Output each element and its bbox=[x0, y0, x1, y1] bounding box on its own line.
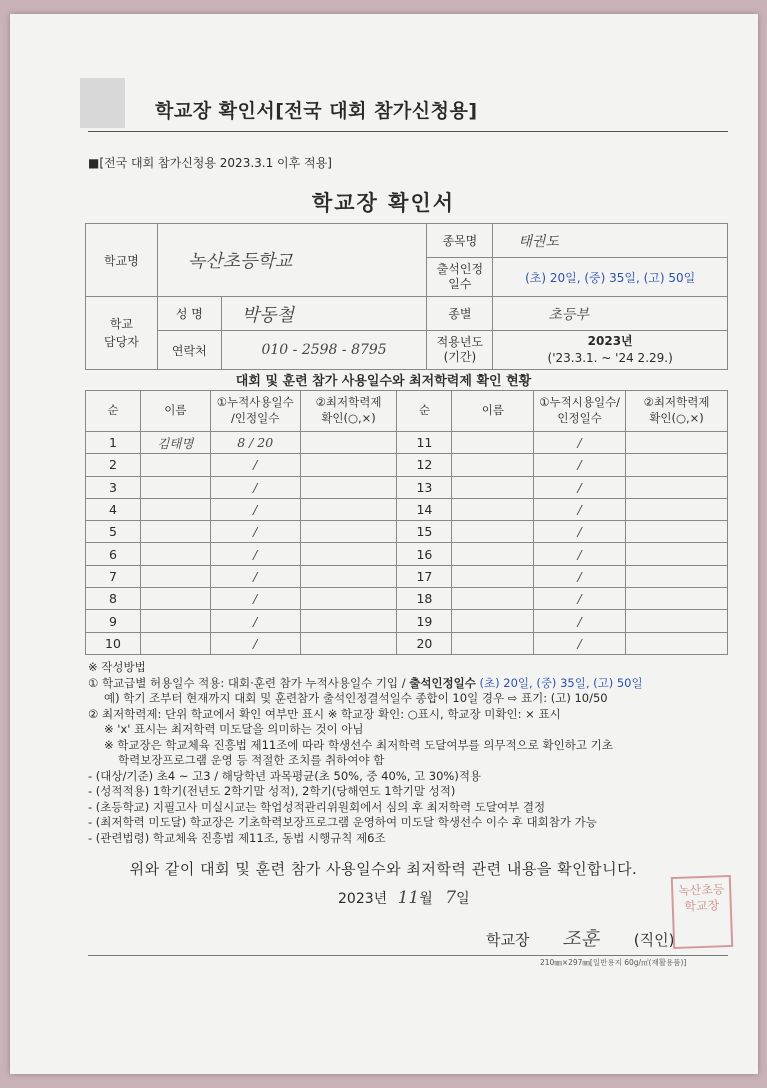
row-number-2: 18 bbox=[397, 588, 452, 610]
date-day-unit: 일 bbox=[456, 891, 470, 907]
date-day: 7 bbox=[445, 888, 457, 908]
row-days-2: / bbox=[534, 476, 626, 498]
row-check-2 bbox=[626, 498, 728, 520]
row-days-2: / bbox=[534, 498, 626, 520]
note-1-text: ① 학교급별 허용일수 적용: 대회·훈련 참가 누적사용일수 기입 / bbox=[88, 675, 410, 690]
header-check-2: ②최저학력제 확인(○,×) bbox=[626, 391, 728, 432]
row-check-2 bbox=[626, 543, 728, 565]
note-1-blue: (초) 20일, (중) 35일, (고) 50일 bbox=[475, 675, 643, 690]
table-row bbox=[86, 565, 728, 587]
date-year: 2023년 bbox=[338, 891, 388, 907]
bullet-4: - (최저학력 미도달) 학교장은 기초학력보장프로그램 운영하여 미도달 학생선수 이수 후 대회참가 가능 bbox=[88, 815, 597, 829]
row-check bbox=[300, 521, 397, 543]
row-days: / bbox=[210, 498, 300, 520]
note-4: ※ 학교장은 학교체육 진흥법 제11조에 따라 학생선수 최저학력 도달여부를 의무적으로 확인하고 기초 bbox=[104, 737, 613, 752]
year-label: 적용년도 (기간) bbox=[427, 331, 493, 370]
document-title: 학교장 확인서[전국 대회 참가신청용] bbox=[155, 100, 478, 122]
row-days: / bbox=[210, 543, 300, 565]
bullet-3: - (초등학교) 지필고사 미실시교는 학업성적관리위원회에서 심의 후 최저학력 도달여부 결정 bbox=[88, 799, 546, 814]
school-seal-stamp: 녹산초등학교장 bbox=[671, 875, 733, 949]
attendance-label: 출석인정 일수 bbox=[427, 258, 493, 297]
bullet-1: - (대상/기준) 초4 ~ 고3 / 해당학년 과목평균(초 50%, 중 40%, 고 30%)적용 bbox=[88, 768, 482, 783]
note-1-cont: 예) 학기 조부터 현재까지 대회 및 훈련참가 출석인정결석일수 종합이 10일 경우 ⇨ 표기: (고) 10/50 bbox=[104, 691, 608, 705]
row-check bbox=[300, 588, 397, 610]
table-row bbox=[86, 610, 728, 632]
confirm-statement: 위와 같이 대회 및 훈련 참가 사용일수와 최저학력 관련 내용을 확인합니다. bbox=[129, 860, 638, 878]
sport-label: 종목명 bbox=[427, 224, 493, 258]
school-label: 학교명 bbox=[86, 224, 158, 297]
row-number: 1 bbox=[86, 432, 141, 454]
row-number: 2 bbox=[86, 454, 141, 476]
row-number: 4 bbox=[86, 498, 141, 520]
name-value: 박동철 bbox=[221, 297, 427, 331]
row-name bbox=[140, 543, 210, 565]
row-check bbox=[300, 432, 397, 454]
header-gray-box bbox=[80, 78, 125, 128]
note-2: ② 최저학력제: 단위 학교에서 확인 여부만 표시 ※ 학교장 확인: ○표시, 학교장 미확인: × 표시 bbox=[88, 706, 561, 721]
table-header-row bbox=[86, 391, 728, 432]
row-days: / bbox=[210, 588, 300, 610]
row-name-2 bbox=[452, 632, 534, 654]
row-name bbox=[140, 521, 210, 543]
year-value: 2023년 bbox=[587, 334, 633, 348]
info-table bbox=[85, 223, 728, 370]
division-label: 종별 bbox=[427, 297, 493, 331]
row-check-2 bbox=[626, 610, 728, 632]
row-name-2 bbox=[452, 454, 534, 476]
header-days: ①누적사용일수 /인정일수 bbox=[210, 391, 300, 432]
row-check-2 bbox=[626, 588, 728, 610]
row-name bbox=[140, 476, 210, 498]
row-name bbox=[140, 454, 210, 476]
row-number: 5 bbox=[86, 521, 141, 543]
header-days-2: ①누적시용일수/ 인정일수 bbox=[534, 391, 626, 432]
row-name-2 bbox=[452, 565, 534, 587]
applicability-note: ■[전국 대회 참가신청용 2023.3.1 이후 적용] bbox=[88, 156, 332, 170]
row-name: 김태명 bbox=[140, 432, 210, 454]
row-days: / bbox=[210, 610, 300, 632]
header-rule bbox=[88, 131, 728, 132]
principal-signature: 조훈 bbox=[562, 928, 599, 950]
row-number-2: 13 bbox=[397, 476, 452, 498]
row-check bbox=[300, 610, 397, 632]
bullet-2: - (성적적용) 1학기(전년도 2학기말 성적), 2학기(당해연도 1학기말 성적) bbox=[88, 784, 456, 798]
row-days: / bbox=[210, 565, 300, 587]
row-name-2 bbox=[452, 588, 534, 610]
instructions bbox=[88, 660, 738, 846]
school-value: 녹산초등학교 bbox=[157, 224, 427, 297]
row-check bbox=[300, 454, 397, 476]
row-days-2: / bbox=[534, 632, 626, 654]
bullet-5: - (관련법령) 학교체육 진흥법 제11조, 동법 시행규칙 제6조 bbox=[88, 830, 386, 845]
row-number: 6 bbox=[86, 543, 141, 565]
table-row bbox=[86, 543, 728, 565]
name-label: 성 명 bbox=[157, 297, 221, 331]
row-number-2: 16 bbox=[397, 543, 452, 565]
notes-heading: ※ 작성방법 bbox=[88, 660, 146, 674]
note-4-cont: 학력보장프로그램 운영 등 적절한 조치를 취하여야 함 bbox=[118, 753, 385, 767]
table-row bbox=[86, 432, 728, 454]
row-days-2: / bbox=[534, 588, 626, 610]
row-days-2: / bbox=[534, 521, 626, 543]
row-name-2 bbox=[452, 498, 534, 520]
row-name bbox=[140, 565, 210, 587]
row-check bbox=[300, 498, 397, 520]
table-body bbox=[86, 432, 728, 655]
row-check bbox=[300, 632, 397, 654]
note-1 bbox=[88, 676, 738, 692]
header-no-2: 순 bbox=[397, 391, 452, 432]
division-value: 초등부 bbox=[493, 297, 728, 331]
row-number-2: 15 bbox=[397, 521, 452, 543]
row-check bbox=[300, 543, 397, 565]
contact-label: 연락처 bbox=[157, 331, 221, 370]
row-number-2: 11 bbox=[397, 432, 452, 454]
row-check bbox=[300, 565, 397, 587]
contact-value: 010 - 2598 - 8795 bbox=[221, 331, 427, 370]
row-name bbox=[140, 610, 210, 632]
row-check-2 bbox=[626, 565, 728, 587]
header-name: 이름 bbox=[140, 391, 210, 432]
row-name bbox=[140, 632, 210, 654]
row-days: / bbox=[210, 476, 300, 498]
row-number: 7 bbox=[86, 565, 141, 587]
row-check-2 bbox=[626, 476, 728, 498]
year-cell bbox=[493, 331, 728, 370]
row-number: 8 bbox=[86, 588, 141, 610]
form-title: 학교장 확인서 bbox=[311, 191, 456, 215]
paper-spec: 210㎜×297㎜[일반용지 60g/㎡(재활용품)] bbox=[540, 958, 687, 967]
table-row bbox=[86, 588, 728, 610]
header-name-2: 이름 bbox=[452, 391, 534, 432]
manager-label: 학교 담당자 bbox=[86, 297, 158, 370]
row-check-2 bbox=[626, 432, 728, 454]
row-name bbox=[140, 498, 210, 520]
header-check: ②최저학력제 확인(○,×) bbox=[300, 391, 397, 432]
row-name-2 bbox=[452, 432, 534, 454]
table-row bbox=[86, 632, 728, 654]
row-number: 3 bbox=[86, 476, 141, 498]
row-number: 10 bbox=[86, 632, 141, 654]
usage-table bbox=[85, 390, 728, 655]
table-row bbox=[86, 476, 728, 498]
principal-label: 학교장 bbox=[486, 931, 530, 949]
section-title: 대회 및 훈련 참가 사용일수와 최저학력제 확인 현황 bbox=[235, 374, 532, 389]
row-days: / bbox=[210, 632, 300, 654]
row-number-2: 17 bbox=[397, 565, 452, 587]
date-month-unit: 월 bbox=[419, 891, 433, 907]
row-days: / bbox=[210, 454, 300, 476]
row-check-2 bbox=[626, 454, 728, 476]
row-number-2: 20 bbox=[397, 632, 452, 654]
note-3: ※ 'x' 표시는 최저학력 미도달을 의미하는 것이 아님 bbox=[104, 722, 364, 736]
footer-rule bbox=[88, 955, 728, 956]
row-days-2: / bbox=[534, 543, 626, 565]
row-days-2: / bbox=[534, 432, 626, 454]
row-name-2 bbox=[452, 521, 534, 543]
row-name bbox=[140, 588, 210, 610]
row-name-2 bbox=[452, 543, 534, 565]
row-days-2: / bbox=[534, 454, 626, 476]
row-name-2 bbox=[452, 476, 534, 498]
row-name-2 bbox=[452, 610, 534, 632]
table-row bbox=[86, 498, 728, 520]
row-number-2: 19 bbox=[397, 610, 452, 632]
row-days: 8 / 20 bbox=[210, 432, 300, 454]
row-days-2: / bbox=[534, 565, 626, 587]
row-number-2: 12 bbox=[397, 454, 452, 476]
attendance-value: (초) 20일, (중) 35일, (고) 50일 bbox=[493, 258, 728, 297]
seal-label: (직인) bbox=[633, 931, 675, 949]
header-no: 순 bbox=[86, 391, 141, 432]
row-check-2 bbox=[626, 632, 728, 654]
row-check-2 bbox=[626, 521, 728, 543]
table-row bbox=[86, 521, 728, 543]
row-number: 9 bbox=[86, 610, 141, 632]
table-row bbox=[86, 454, 728, 476]
note-1-bold: 출석인정일수 bbox=[409, 675, 476, 690]
sport-value: 태권도 bbox=[493, 224, 728, 258]
row-number-2: 14 bbox=[397, 498, 452, 520]
row-check bbox=[300, 476, 397, 498]
principal-signature-line bbox=[486, 924, 674, 951]
date-line bbox=[338, 888, 470, 908]
row-days-2: / bbox=[534, 610, 626, 632]
date-month: 11 bbox=[397, 888, 420, 908]
year-range: ('23.3.1. ~ '24 2.29.) bbox=[547, 351, 673, 365]
row-days: / bbox=[210, 521, 300, 543]
